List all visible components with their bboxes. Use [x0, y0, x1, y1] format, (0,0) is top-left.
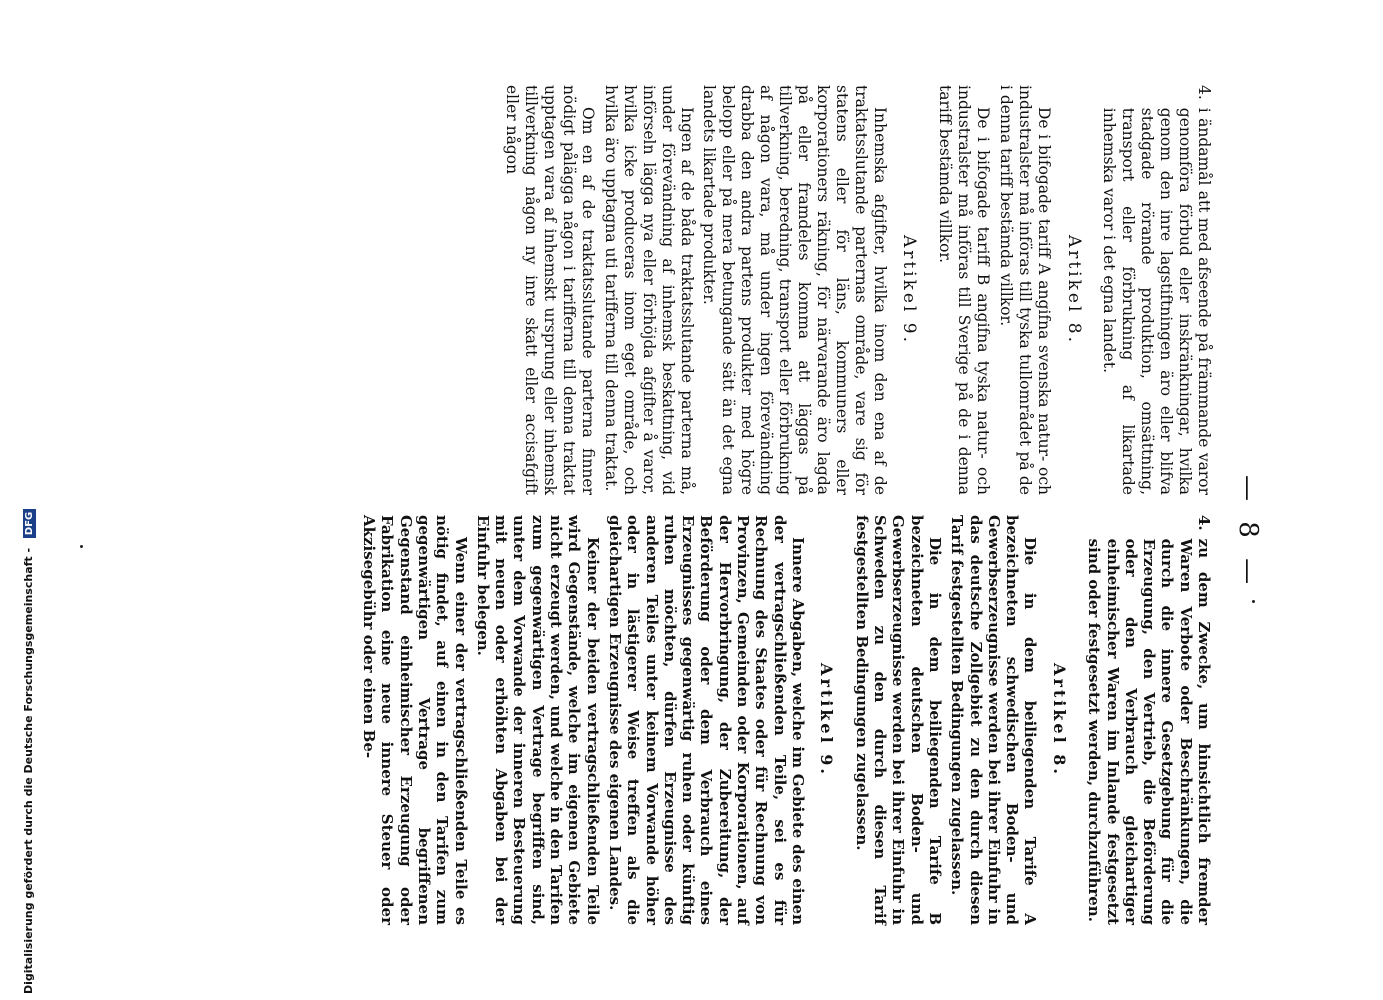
item-number: 4. [1195, 85, 1213, 100]
list-item [1100, 85, 1213, 495]
paragraph: De i bifogade tariff B angifna tyska natur- och industralster må införas till Sverige på de i denna tariff bestämda villkor. [936, 85, 993, 495]
paragraph: Innere Abgaben, welche im Gebiete des einen der vertragschließenden Teile, sei es für Rechnung des Staates oder für Rechnung von Provinzen, Gemeinden oder Korporationen, auf der Hervorbringung, der Zubereitung, der Beförderung oder dem Verbrauch eines Erzeugnisses gegenwärtig ruhen oder künftig ruhen möchten, dürfen Erzeugnisse des anderen Teiles unter keinem Vorwande höher oder in lästigerer Weise treffen als die gleichartigen Erzeugnisse des eigenen Landes. [605, 515, 807, 925]
article-8-heading: Artikel 8. [1063, 234, 1084, 346]
item-text: zu dem Zwecke, um hinsichtlich fremder Waren Verbote oder Beschränkungen, die durch die innere Gesetzgebung für die Erzeugung, den Vertrieb, die Beförderung oder den Verbrauch gleichartiger einheimischer Waren im Inlande festgesetzt sind oder festgesetzt werden, durchzuführen. [1085, 538, 1213, 925]
item-number: 4. [1195, 515, 1213, 531]
scan-speck [1252, 600, 1255, 603]
scan-speck [80, 545, 83, 548]
paragraph: Die in dem beiliegenden Tarife A bezeichneten schwedischen Boden- und Gewerbserzeugnisse werden bei ihrer Einfuhr in das deutsche Zollgebiet zu den durch diesen Tarif festgestellten Bedingungen zugelassen. [948, 515, 1040, 925]
paragraph: Ingen af de båda traktatsslutande parterna må, under förevändning af inhemsk beskattning, vid införseln lägga nya eller förhöjda afgifter å varor, hvilka icke produceras inom eget område, och hvilka äro upptagna uti tarifferna till denna traktat. [601, 85, 696, 495]
dfg-logo: DFG [23, 509, 36, 538]
article-8-heading: Artikel 8. [1049, 663, 1069, 777]
article-9-heading: Artikel 9. [899, 234, 920, 346]
paragraph: Om en af de traktatsslutande parterna finner nödigt pålägga någon i tarifferna till denna traktat upptagen vara af inhemskt ursprung eller inhemsk tillverkning någon ny inre skatt eller accisafgift eller någon [503, 85, 598, 495]
list-item [1085, 515, 1213, 925]
digitization-note [0, 0, 35, 1000]
item-text: i ändamål att med afseende på främmande varor genomföra förbud eller inskränkningar, hvilka genom den inre lagstiftningen äro eller blifva stadgade rörande produktion, omsättning, transport eller förbrukning af likartade inhemska varor i det egna landet. [1100, 107, 1213, 495]
paragraph: De i bifogade tariff A angifna svenska natur- och industralster må införas till tyska tullområdet på de i denna tariff bestämda villkor. [997, 85, 1053, 495]
article-9-heading: Artikel 9. [817, 663, 837, 777]
digitization-note-text: Digitalisierung gefördert durch die Deutsche Forschungsgemeinschaft - [22, 547, 35, 994]
german-column [356, 515, 1213, 925]
paragraph: Inhemska afgifter, hvilka inom den ena af de traktatsslutande parternas område, vare sig för statens eller för läns, kommuners eller korporationers räkning, för närvarande äro lagda på eller framdeles komma att läggas på tillverkning, beredning, transport eller förbrukning af någon vara, må under ingen förevändning drabba den andra partens produkter med högre belopp eller på mera betungande sätt än det egna landets likartade produkter. [700, 85, 889, 495]
digitization-text-line [22, 0, 44, 1000]
swedish-column [499, 85, 1213, 495]
paragraph: Keiner der beiden vertragschließenden Teile wird Gegenstände, welche im eigenen Gebiete nicht erzeugt werden, und welche in den Tarifen zum gegenwärtigen Vertrage begriffen sind, unter dem Vorwande der inneren Besteuerung mit neuen oder erhöhten Abgaben bei der Einfuhr belegen. [473, 515, 602, 925]
paragraph: Wenn einer der vertragschließenden Teile es nötig findet, auf einen in den Tarifen zum gegenwärtigen Vertrage begriffenen Gegenstand einheimischer Erzeugung oder Fabrikation eine neue innere Steuer oder Akzisegebühr oder einen Be- [360, 515, 470, 925]
page-number: — 8 — [1233, 475, 1263, 591]
paragraph: Die in dem beiliegenden Tarife B bezeichneten deutschen Boden- und Gewerbserzeugnisse werden bei ihrer Einfuhr in Schweden zu den durch diesen Tarif festgestellten Bedingungen zugelassen. [852, 515, 944, 925]
